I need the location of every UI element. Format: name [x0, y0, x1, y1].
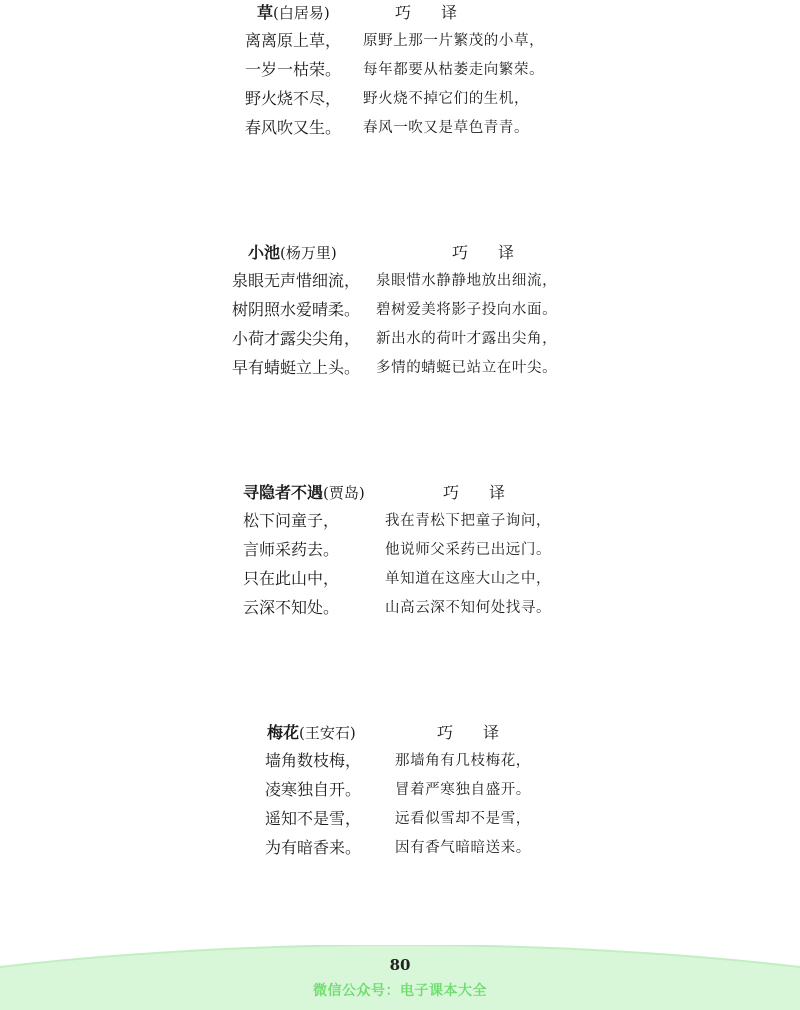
original-line: 野火烧不尽，	[245, 89, 342, 108]
original-line: 春风吹又生。	[245, 118, 342, 137]
original-line: 遥知不是雪，	[265, 809, 362, 828]
translate-label: 巧译	[443, 483, 536, 502]
translation-line: 泉眼惜水静静地放出细流，	[376, 273, 558, 289]
poem-title-text: 草	[257, 3, 274, 22]
poem-author: (贾岛)	[323, 484, 365, 502]
translation-line: 他说师父采药已出远门。	[385, 542, 552, 558]
original-line: 只在此山中，	[243, 569, 340, 588]
watermark-text: 微信公众号：电子课本大全	[313, 983, 487, 999]
original-line: 早有蜻蜓立上头。	[232, 358, 361, 377]
original-line: 言师采药去。	[243, 540, 340, 559]
original-line: 离离原上草，	[245, 31, 342, 50]
translation-line: 远看似雪却不是雪，	[395, 811, 531, 827]
translation-line: 原野上那一片繁茂的小草，	[363, 33, 545, 49]
translation-line: 多情的蜻蜓已站立在叶尖。	[376, 360, 558, 376]
poem-author: (白居易)	[273, 4, 330, 22]
original-line: 凌寒独自开。	[265, 780, 362, 799]
poem-title-text: 小池	[248, 243, 281, 262]
original-line: 云深不知处。	[243, 598, 340, 617]
poem-title	[243, 480, 365, 503]
translation-line: 新出水的荷叶才露出尖角，	[376, 331, 558, 347]
poem-author: (王安石)	[299, 724, 356, 742]
translation-line: 春风一吹又是草色青青。	[363, 120, 530, 136]
translation-line: 因有香气暗暗送来。	[395, 840, 531, 856]
translate-label: 巧译	[395, 3, 488, 22]
poem-title	[257, 0, 330, 23]
translation-line: 山高云深不知何处找寻。	[385, 600, 552, 616]
translation-line: 单知道在这座大山之中，	[385, 571, 552, 587]
translation-line: 野火烧不掉它们的生机，	[363, 91, 530, 107]
poem-title-text: 梅花	[267, 723, 300, 742]
translation-line: 碧树爱美将影子投向水面。	[376, 302, 558, 318]
original-line: 为有暗香来。	[265, 838, 362, 857]
original-line: 泉眼无声惜细流，	[232, 271, 361, 290]
original-line: 一岁一枯荣。	[245, 60, 342, 79]
poem-title	[267, 720, 356, 743]
translation-line: 我在青松下把童子询问，	[385, 513, 552, 529]
original-line: 墙角数枝梅，	[265, 751, 362, 770]
original-line: 小荷才露尖尖角，	[232, 329, 361, 348]
page-number: 80	[389, 956, 411, 974]
poem-title	[248, 240, 337, 263]
translate-label: 巧译	[452, 243, 545, 262]
translation-line: 那墙角有几枝梅花，	[395, 753, 531, 769]
translation-line: 每年都要从枯萎走向繁荣。	[363, 62, 545, 78]
poem-author: (杨万里)	[280, 244, 337, 262]
original-line: 树阴照水爱晴柔。	[232, 300, 361, 319]
translate-label: 巧译	[437, 723, 530, 742]
poem-title-text: 寻隐者不遇	[243, 483, 324, 502]
translation-line: 冒着严寒独自盛开。	[395, 782, 531, 798]
original-line: 松下问童子，	[243, 511, 340, 530]
